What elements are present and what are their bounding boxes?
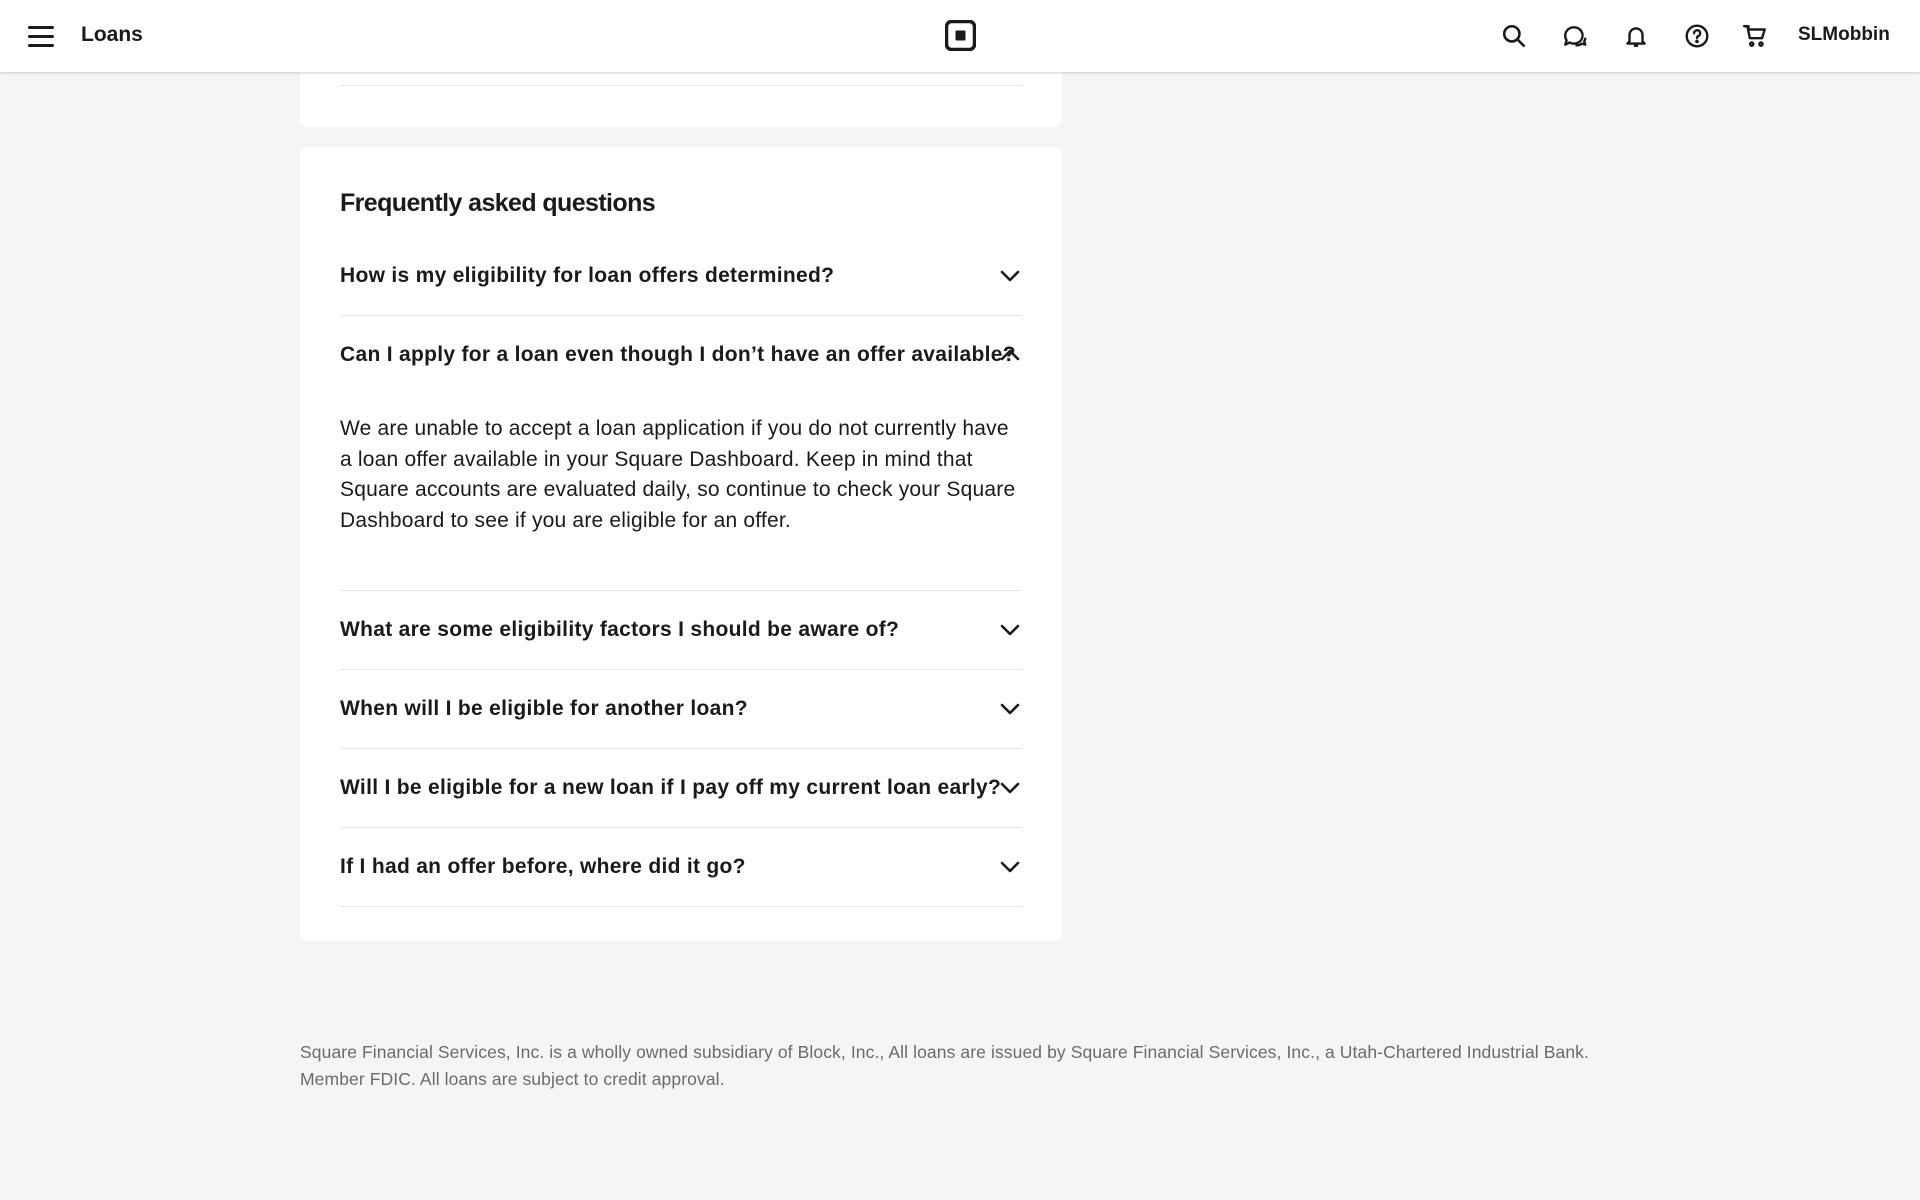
messages-icon[interactable] (1559, 20, 1591, 52)
bell-icon[interactable] (1620, 20, 1652, 52)
faq-item (340, 828, 1022, 907)
faq-question: What are some eligibility factors I should be aware of? (340, 618, 900, 641)
faq-heading: Frequently asked questions (340, 189, 656, 217)
faq-answer: We are unable to accept a loan application if you do not currently have a loan offer available in your Square Dashboard. Keep in mind that Square accounts are evaluated daily, so continue to check your Square Dashboard to see if you are eligible for an offer. (340, 417, 1016, 532)
chevron-down-icon (998, 855, 1022, 879)
faq-item (340, 591, 1022, 670)
faq-list (340, 237, 1022, 907)
faq-question: Will I be eligible for a new loan if I pay off my current loan early? (340, 776, 1002, 799)
search-icon[interactable] (1498, 20, 1530, 52)
chevron-down-icon (998, 264, 1022, 288)
faq-item (340, 237, 1022, 316)
faq-question: Can I apply for a loan even though I don’t have an offer available? (340, 343, 1016, 366)
square-logo-icon[interactable] (945, 20, 976, 51)
help-icon[interactable] (1681, 20, 1713, 52)
faq-question-toggle[interactable] (340, 237, 1022, 315)
faq-question: How is my eligibility for loan offers determined? (340, 264, 835, 287)
faq-question-toggle[interactable] (340, 749, 1022, 827)
faq-item (340, 749, 1022, 828)
faq-card (300, 147, 1062, 941)
menu-icon[interactable] (28, 20, 64, 52)
chevron-down-icon (998, 776, 1022, 800)
footer-disclaimer: Square Financial Services, Inc. is a wholly owned subsidiary of Block, Inc., All loans are issued by Square Financial Services, Inc., a Utah-Chartered Industrial Bank. Member FDIC. All loans are subject to credit approval. (300, 1042, 1589, 1089)
cart-icon[interactable] (1739, 20, 1771, 52)
faq-question: If I had an offer before, where did it go? (340, 855, 746, 878)
faq-question-toggle[interactable] (340, 828, 1022, 906)
top-bar (0, 0, 1920, 72)
chevron-up-icon (998, 343, 1022, 367)
faq-question: When will I be eligible for another loan? (340, 697, 748, 720)
faq-question-toggle[interactable] (340, 316, 1022, 394)
user-account-button[interactable]: SLMobbin (1798, 24, 1890, 45)
faq-item (340, 670, 1022, 749)
faq-item (340, 316, 1022, 591)
chevron-down-icon (998, 697, 1022, 721)
chevron-down-icon (998, 618, 1022, 642)
page-title: Loans (81, 23, 143, 46)
faq-question-toggle[interactable] (340, 591, 1022, 669)
faq-question-toggle[interactable] (340, 670, 1022, 748)
divider (340, 85, 1022, 86)
